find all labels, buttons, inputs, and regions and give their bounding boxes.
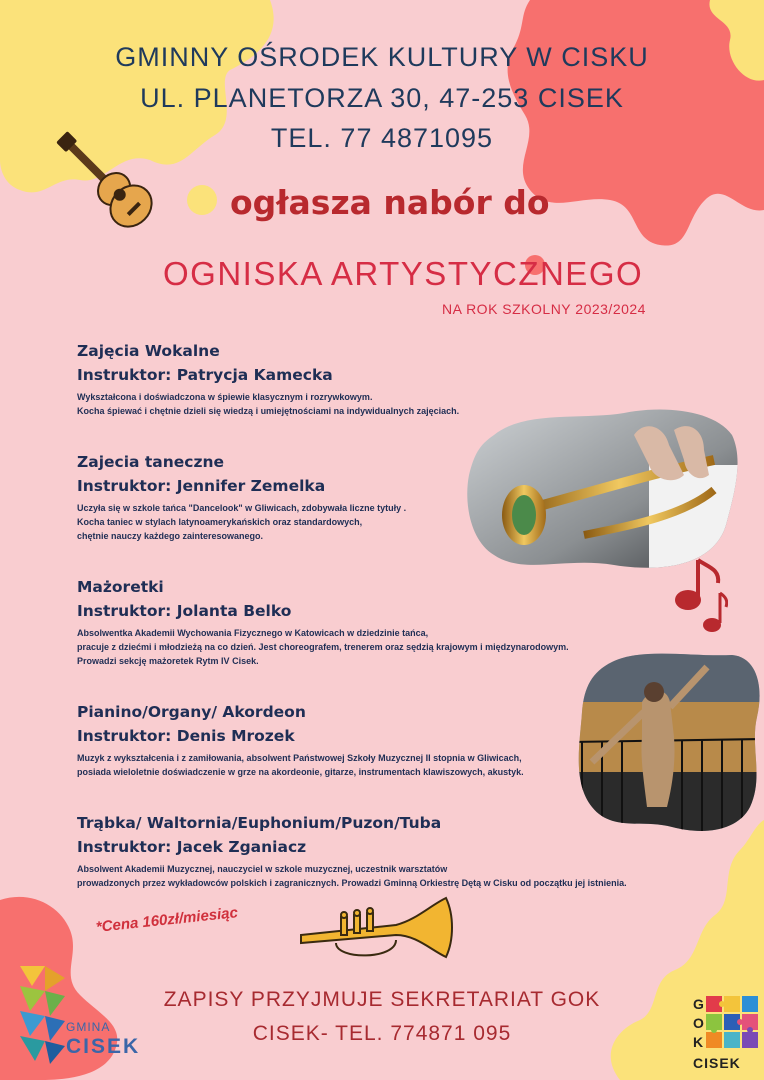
guitar-icon bbox=[55, 130, 160, 235]
dancer-photo bbox=[572, 647, 764, 835]
trumpet-icon bbox=[296, 895, 456, 965]
section-title: Zajecia taneczne bbox=[77, 453, 225, 471]
section-title: Pianino/Organy/ Akordeon bbox=[77, 703, 306, 721]
footer-registration: ZAPISY PRZYJMUJE SEKRETARIAT GOK bbox=[163, 988, 601, 1011]
section-line: chętnie nauczy każdego zainteresowanego. bbox=[77, 531, 264, 541]
section-piano bbox=[77, 703, 524, 779]
header-phone: TEL. 77 4871095 bbox=[270, 123, 494, 153]
section-vocal bbox=[77, 342, 459, 418]
gmina-logo-small-text: GMINA bbox=[66, 1020, 111, 1034]
gok-logo-name: CISEK bbox=[693, 1055, 741, 1071]
section-line: Muzyk z wykształcenia i z zamiłowania, absolwent Państwowej Szkoły Muzycznej II stopnia w Gliwicach, bbox=[77, 753, 522, 763]
header-address: UL. PLANETORZA 30, 47-253 CISEK bbox=[140, 83, 624, 113]
section-majorettes bbox=[77, 578, 569, 668]
school-year: NA ROK SZKOLNY 2023/2024 bbox=[442, 301, 646, 317]
announcement-text: ogłasza nabór do bbox=[230, 183, 550, 222]
gmina-logo-big-text: CISEK bbox=[66, 1035, 141, 1058]
section-line: prowadzonych przez wykładowców polskich i zagranicznych. Prowadzi Gminną Orkiestrę Dętą w Cisku od początku jej istnienia. bbox=[77, 878, 627, 888]
section-line: Prowadzi sekcję mażoretek Rytm IV Cisek. bbox=[77, 656, 259, 666]
section-title: Trąbka/ Waltornia/Euphonium/Puzon/Tuba bbox=[77, 814, 442, 832]
music-note-icon bbox=[668, 555, 728, 635]
section-instructor: Instruktor: Patrycja Kamecka bbox=[77, 366, 333, 384]
gok-letter-o: O bbox=[693, 1015, 704, 1031]
section-line: Absolwent Akademii Muzycznej, nauczyciel w szkole muzycznej, uczestnik warsztatów bbox=[77, 864, 448, 874]
header-organization: GMINNY OŚRODEK KULTURY W CISKU bbox=[115, 42, 649, 72]
gmina-logo-icon bbox=[20, 966, 70, 1066]
section-line: Kocha taniec w stylach latynoamerykańskich oraz standardowych, bbox=[77, 517, 363, 527]
trumpet-photo bbox=[464, 405, 740, 575]
section-instructor: Instruktor: Jacek Zganiacz bbox=[77, 838, 307, 856]
section-title: Mażoretki bbox=[77, 578, 164, 596]
section-line: Uczyła się w szkole tańca "Dancelook" w Gliwicach, zdobywała liczne tytuły . bbox=[77, 503, 407, 513]
section-title: Zajęcia Wokalne bbox=[77, 342, 220, 360]
gok-letter-k: K bbox=[693, 1034, 704, 1050]
section-instructor: Instruktor: Denis Mrozek bbox=[77, 727, 295, 745]
gok-letter-g: G bbox=[693, 996, 704, 1012]
section-instructor: Instruktor: Jennifer Zemelka bbox=[77, 477, 326, 495]
footer-phone: CISEK- TEL. 774871 095 bbox=[252, 1022, 512, 1045]
section-line: Kocha śpiewać i chętnie dzieli się wiedzą i umiejętnościami na indywidualnych zajęciach. bbox=[77, 406, 460, 416]
section-line: Wykształcona i doświadczona w śpiewie klasycznym i rozrywkowym. bbox=[77, 392, 373, 402]
section-line: pracuje z dziećmi i młodzieżą na co dzień. Jest choreografem, trenerem oraz sędzią krajowym i międzynarodowym. bbox=[77, 642, 569, 652]
price-text: *Cena 160zł/miesiąc bbox=[95, 904, 239, 936]
section-line: posiada wieloletnie doświadczenie w grze na akordeonie, gitarze, instrumentach klawiszowych, akustyk. bbox=[77, 767, 524, 777]
headline-title: OGNISKA ARTYSTYCZNEGO bbox=[163, 255, 644, 292]
section-brass bbox=[77, 814, 627, 890]
section-line: Absolwentka Akademii Wychowania Fizycznego w Katowicach w dziedzinie tańca, bbox=[77, 628, 429, 638]
puzzle-icon bbox=[704, 994, 760, 1052]
section-dance bbox=[77, 453, 406, 543]
section-instructor: Instruktor: Jolanta Belko bbox=[77, 602, 292, 620]
